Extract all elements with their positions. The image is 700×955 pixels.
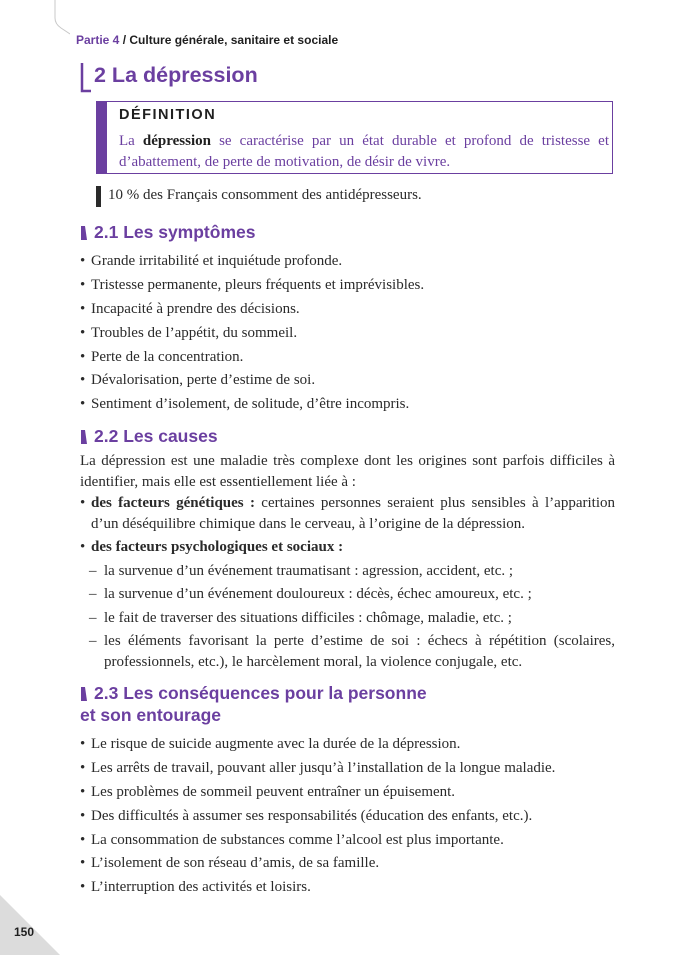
bullet-icon: •: [80, 348, 86, 365]
page-number: 150: [14, 925, 35, 939]
list-item-text: Tristesse permanente, pleurs fréquents et imprévisibles.: [91, 276, 425, 293]
running-header: [76, 33, 338, 47]
causes-list: [80, 493, 615, 672]
bullet-icon: •: [80, 807, 86, 824]
list-item: [80, 323, 620, 347]
definition-pre: La: [119, 133, 143, 149]
list-item: [80, 299, 620, 323]
list-item-text: Incapacité à prendre des décisions.: [91, 300, 300, 317]
list-item: [80, 877, 620, 901]
list-item: [80, 251, 620, 275]
list-item-text: Troubles de l’appétit, du sommeil.: [91, 324, 298, 341]
consequences-heading: [80, 682, 427, 726]
list-item: [80, 275, 620, 299]
definition-text: [119, 131, 609, 173]
sub-list-item: [80, 631, 615, 672]
causes-heading: [80, 425, 218, 447]
heading-mark-icon: [80, 686, 88, 702]
bullet-icon: •: [80, 372, 86, 389]
genetic-text: certaines personnes seraient plus sensibles à l’apparition d’un déséquilibre chimique dans le cerveau, à l’origine de la dépression.: [91, 495, 615, 532]
list-item-text: Grande irritabilité et inquiétude profonde.: [91, 253, 343, 269]
heading-bracket-icon: [80, 63, 92, 93]
sub-list-item-text: la survenue d’un événement douloureux : décès, échec amoureux, etc. ;: [104, 586, 532, 602]
list-item: [80, 806, 620, 830]
bullet-icon: •: [80, 855, 86, 872]
causes-intro: La dépression est une maladie très complexe dont les origines sont parfois difficiles à identifier, mais elle est essentiellement liée à :: [80, 453, 615, 490]
list-item: [80, 758, 620, 782]
definition-body: se caractérise par un état durable et profond de tristesse et d’abattement, de perte de motivation, de désir de vivre.: [119, 133, 609, 170]
list-item: [80, 830, 620, 854]
list-item-text: La consommation de substances comme l’alcool est plus importante.: [91, 831, 504, 848]
bullet-icon: •: [80, 324, 86, 341]
list-item-text: Les problèmes de sommeil peuvent entraîner un épuisement.: [91, 783, 456, 800]
psycho-label: des facteurs psychologiques et sociaux :: [91, 539, 344, 555]
definition-label: DÉFINITION: [119, 107, 217, 123]
sub-list-item: [80, 608, 615, 629]
bullet-icon: •: [80, 396, 86, 413]
list-item-text: Perte de la concentration.: [91, 348, 244, 365]
dash-icon: –: [89, 609, 97, 626]
causes-title: 2.2 Les causes: [94, 426, 218, 446]
list-item: [80, 394, 620, 418]
header-title: Culture générale, sanitaire et sociale: [129, 33, 339, 47]
list-item-text: Sentiment d’isolement, de solitude, d’être incompris.: [91, 396, 410, 413]
list-item: [80, 347, 620, 371]
bullet-icon: •: [80, 736, 86, 752]
dash-icon: –: [89, 633, 97, 649]
sub-list-item-text: la survenue d’un événement traumatisant : agression, accident, etc. ;: [104, 562, 514, 579]
list-item: [80, 370, 620, 394]
list-item: [80, 782, 620, 806]
symptoms-title: 2.1 Les symptômes: [94, 222, 256, 242]
definition-box: [96, 101, 613, 174]
list-item-text: Des difficultés à assumer ses responsabilités (éducation des enfants, etc.).: [91, 807, 533, 824]
heading-mark-icon: [80, 429, 88, 445]
heading-mark-icon: [80, 225, 88, 241]
sub-list-item-text: les éléments favorisant la perte d’estime de soi : échecs à répétition (scolaires, professionnels, etc.), le harcèlement moral, la violence conjugale, etc.: [104, 633, 615, 670]
dash-icon: –: [89, 562, 97, 579]
note-text: 10 % des Français consomment des antidépresseurs.: [108, 187, 422, 203]
header-part: Partie 4: [76, 33, 120, 47]
list-item: [80, 493, 615, 534]
header-separator: /: [119, 33, 130, 47]
definition-term: dépression: [142, 133, 211, 149]
section-title: 2 La dépression: [94, 63, 258, 87]
list-item-text: Le risque de suicide augmente avec la durée de la dépression.: [91, 736, 461, 752]
consequences-title-line1: 2.3 Les conséquences pour la personne: [94, 683, 427, 703]
list-item: [80, 853, 620, 877]
sub-list-item: [80, 584, 615, 605]
bullet-icon: •: [80, 783, 86, 800]
symptoms-list: [80, 251, 620, 418]
list-item-text: L’interruption des activités et loisirs.: [91, 879, 311, 896]
bullet-icon: •: [80, 276, 86, 293]
list-item: [80, 734, 620, 758]
sub-list-item-text: le fait de traverser des situations difficiles : chômage, maladie, etc. ;: [104, 609, 512, 626]
sub-list-item: [80, 561, 615, 582]
consequences-list: [80, 734, 620, 901]
bullet-icon: •: [80, 879, 86, 896]
note-bar: [96, 186, 101, 207]
list-item-text: Dévalorisation, perte d’estime de soi.: [91, 372, 316, 389]
bullet-icon: •: [80, 495, 86, 511]
list-item: [80, 537, 615, 558]
list-item-text: Les arrêts de travail, pouvant aller jusqu’à l’installation de la longue maladie.: [91, 759, 556, 776]
bullet-icon: •: [80, 253, 86, 269]
symptoms-heading: [80, 221, 255, 243]
bullet-icon: •: [80, 539, 86, 555]
bullet-icon: •: [80, 300, 86, 317]
genetic-label: des facteurs génétiques :: [91, 495, 255, 511]
page-corner-decoration: [0, 0, 70, 40]
consequences-title-line2: et son entourage: [80, 705, 221, 725]
bullet-icon: •: [80, 831, 86, 848]
bullet-icon: •: [80, 759, 86, 776]
dash-icon: –: [89, 586, 97, 602]
list-item-text: L’isolement de son réseau d’amis, de sa famille.: [91, 855, 380, 872]
